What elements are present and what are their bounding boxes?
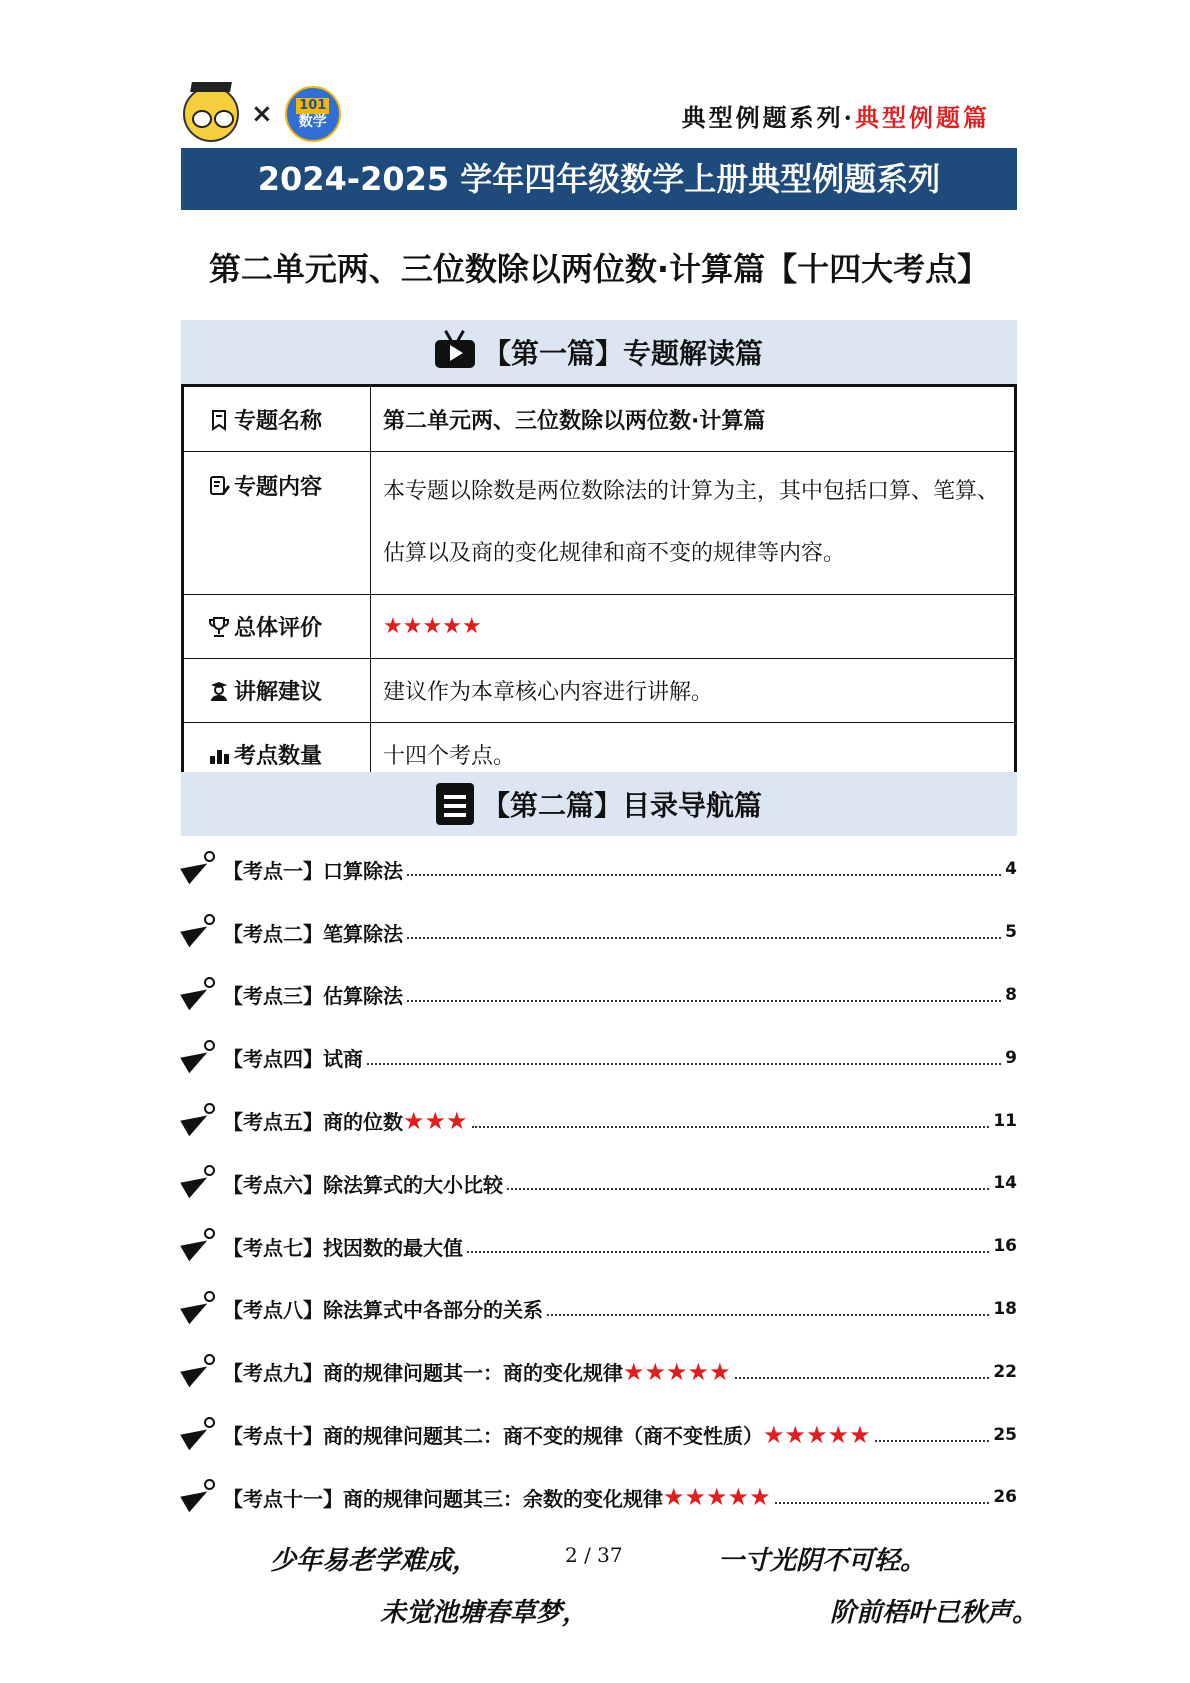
toc-item[interactable] — [181, 1026, 1017, 1089]
toc-item-title: 商的规律问题其三：余数的变化规律 — [343, 1486, 663, 1511]
footer-poem-line: 未觉池塘春草梦， — [380, 1598, 589, 1628]
toc-item-tag: 【考点六】 — [223, 1172, 323, 1197]
toc-item-tag: 【考点十】 — [223, 1424, 323, 1449]
toc-leader-dots — [407, 925, 1001, 939]
toc-item-page: 4 — [1005, 859, 1017, 880]
math101-logo: 101 数学 — [285, 86, 341, 142]
toc-item-title: 商的位数 — [323, 1110, 403, 1135]
pointer-arrow-icon — [181, 851, 217, 887]
toc-item-stars: ★★★ — [403, 1106, 468, 1135]
toc-item[interactable] — [181, 1278, 1017, 1341]
table-of-contents — [181, 838, 1017, 1529]
toc-item[interactable] — [181, 1466, 1017, 1529]
toc-item-stars: ★★★★★ — [623, 1357, 731, 1386]
page-number: 2 / 37 — [565, 1543, 623, 1567]
toc-item-stars: ★★★★★ — [663, 1483, 771, 1512]
toc-item-tag: 【考点十一】 — [223, 1486, 343, 1511]
toc-leader-dots — [547, 1302, 989, 1316]
toc-item-tag: 【考点四】 — [223, 1047, 323, 1072]
table-row: 考点数量 十四个考点。 — [183, 723, 1016, 788]
toc-item-tag: 【考点三】 — [223, 984, 323, 1009]
footer-poem-line: 一寸光阴不可轻。 — [718, 1546, 927, 1576]
topic-info-table — [181, 384, 1017, 789]
toc-item-stars: ★★★★★ — [763, 1420, 871, 1449]
toc-item[interactable] — [181, 1340, 1017, 1403]
toc-item-page: 22 — [993, 1361, 1017, 1382]
toc-leader-dots — [407, 862, 1001, 876]
toc-item-tag: 【考点九】 — [223, 1361, 323, 1386]
toc-item-page: 18 — [993, 1298, 1017, 1319]
page-title: 第二单元两、三位数除以两位数·计算篇【十四大考点】 — [208, 250, 990, 288]
toc-item-tag: 【考点七】 — [223, 1235, 323, 1260]
table-row: 讲解建议 建议作为本章核心内容进行讲解。 — [183, 659, 1016, 723]
topic-name-value: 第二单元两、三位数除以两位数·计算篇 — [371, 386, 1016, 452]
toc-item[interactable] — [181, 838, 1017, 901]
section-title: 【第一篇】专题解读篇 — [482, 337, 763, 370]
toc-item-page: 11 — [993, 1110, 1017, 1131]
toc-item[interactable] — [181, 1403, 1017, 1466]
tv-play-icon — [435, 336, 475, 368]
section-header-toc — [181, 772, 1017, 836]
rating-stars: ★★★★★ — [371, 595, 1016, 659]
pointer-arrow-icon — [181, 914, 217, 950]
toc-leader-dots — [367, 1051, 1001, 1065]
toc-item-title: 估算除法 — [323, 984, 403, 1009]
toc-item-tag: 【考点八】 — [223, 1298, 323, 1323]
section-title: 【第二篇】目录导航篇 — [481, 789, 762, 822]
owl-mascot-logo — [183, 86, 239, 142]
pointer-arrow-icon — [181, 1417, 217, 1453]
toc-item-title: 除法算式中各部分的关系 — [323, 1298, 543, 1323]
pointer-arrow-icon — [181, 1103, 217, 1139]
toc-item-tag: 【考点二】 — [223, 921, 323, 946]
count-value: 十四个考点。 — [371, 723, 1016, 788]
table-row: 专题内容 本专题以除数是两位数除法的计算为主，其中包括口算、笔算、估算以及商的变化规律和商不变的规律等内容。 — [183, 452, 1016, 595]
times-icon: × — [251, 99, 273, 129]
toc-leader-dots — [407, 988, 1001, 1002]
pointer-arrow-icon — [181, 1354, 217, 1390]
toc-item-page: 14 — [993, 1173, 1017, 1194]
trophy-icon — [208, 616, 230, 638]
toc-item-title: 笔算除法 — [323, 921, 403, 946]
toc-item-title: 除法算式的大小比较 — [323, 1172, 503, 1197]
toc-item-title: 找因数的最大值 — [323, 1235, 463, 1260]
footer-poem-line: 阶前梧叶已秋声。 — [830, 1598, 1039, 1628]
toc-item-page: 5 — [1005, 922, 1017, 943]
toc-leader-dots — [472, 1114, 990, 1128]
toc-item[interactable] — [181, 901, 1017, 964]
section-header-intro — [181, 320, 1017, 384]
pointer-arrow-icon — [181, 1291, 217, 1327]
toc-item[interactable] — [181, 1152, 1017, 1215]
pointer-arrow-icon — [181, 1165, 217, 1201]
pointer-arrow-icon — [181, 1040, 217, 1076]
advice-value: 建议作为本章核心内容进行讲解。 — [371, 659, 1016, 723]
series-label: 典型例题系列·典型例题篇 — [681, 103, 990, 132]
brand-logos — [183, 84, 341, 144]
toc-leader-dots — [875, 1428, 990, 1442]
toc-item-page: 9 — [1005, 1047, 1017, 1068]
table-row: 专题名称 第二单元两、三位数除以两位数·计算篇 — [183, 386, 1016, 452]
bookmark-icon — [208, 409, 230, 431]
toc-item-tag: 【考点一】 — [223, 858, 323, 883]
pointer-arrow-icon — [181, 1479, 217, 1515]
clipboard-list-icon — [436, 783, 474, 825]
edit-note-icon — [208, 475, 230, 497]
toc-item[interactable] — [181, 1089, 1017, 1152]
teacher-icon — [208, 680, 230, 702]
toc-item-title: 商的规律问题其一：商的变化规律 — [323, 1361, 623, 1386]
toc-item-page: 26 — [993, 1487, 1017, 1508]
table-row: 总体评价 ★★★★★ — [183, 595, 1016, 659]
toc-item-page: 16 — [993, 1236, 1017, 1257]
toc-item-title: 试商 — [323, 1047, 363, 1072]
toc-item-page: 8 — [1005, 984, 1017, 1005]
footer-poem-line: 少年易老学难成， — [270, 1546, 479, 1576]
toc-item-title: 商的规律问题其二：商不变的规律（商不变性质） — [323, 1424, 763, 1449]
toc-item-page: 25 — [993, 1424, 1017, 1445]
toc-item[interactable] — [181, 1215, 1017, 1278]
pointer-arrow-icon — [181, 977, 217, 1013]
toc-item-tag: 【考点五】 — [223, 1110, 323, 1135]
toc-leader-dots — [467, 1239, 989, 1253]
bar-chart-icon — [208, 744, 230, 766]
toc-item[interactable] — [181, 964, 1017, 1027]
topic-content-value: 本专题以除数是两位数除法的计算为主，其中包括口算、笔算、估算以及商的变化规律和商不变的规律等内容。 — [371, 452, 1016, 595]
toc-leader-dots — [735, 1365, 990, 1379]
toc-item-title: 口算除法 — [323, 858, 403, 883]
toc-leader-dots — [507, 1176, 989, 1190]
toc-leader-dots — [775, 1490, 990, 1504]
title-banner: 2024-2025 学年四年级数学上册典型例题系列 — [181, 148, 1017, 210]
pointer-arrow-icon — [181, 1228, 217, 1264]
